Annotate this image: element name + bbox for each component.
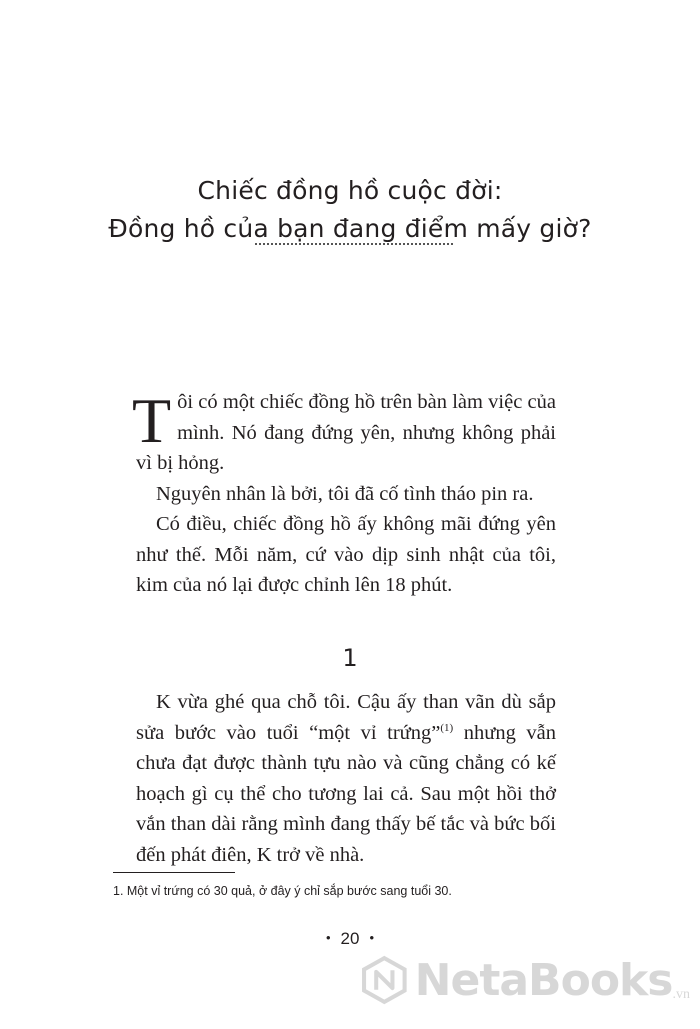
bullet-right: • (369, 930, 375, 945)
bullet-left: • (325, 930, 331, 945)
section-text (136, 687, 556, 870)
footnote-divider (113, 872, 235, 873)
footnote-reference[interactable]: (1) (440, 721, 454, 734)
section-number: 1 (342, 644, 358, 672)
chapter-title-line-1: Chiếc đồng hồ cuộc đời: (197, 176, 503, 205)
watermark (360, 945, 690, 1015)
intro-paragraph-1-text: ôi có một chiếc đồng hồ trên bàn làm việc của mình. Nó đang đứng yên, nhưng không phải vì bị hỏng. (136, 391, 556, 474)
page-number: 20 (340, 929, 360, 948)
intro-paragraph-1 (132, 385, 556, 479)
watermark-suffix: .vn (672, 987, 690, 1002)
section-paragraph-1-after: nhưng vẫn chưa đạt được thành tựu nào và cũng chẳng có kế hoạch gì cụ thể cho tương lai cả. Sau một hồi thở vắn than dài rằng mình đang thấy bế tắc và bức bối đến phát điên, K trở về nhà. (136, 721, 556, 866)
section-paragraph-1 (136, 687, 556, 870)
drop-cap: T (132, 385, 172, 456)
intro-paragraph-2: Nguyên nhân là bởi, tôi đã cố tình tháo pin ra. (156, 482, 534, 505)
intro-paragraph-3: Có điều, chiếc đồng hồ ấy không mãi đứng yên như thế. Mỗi năm, cứ vào dịp sinh nhật của tôi, kim của nó lại được chỉnh lên 18 phút. (136, 513, 556, 596)
intro-text (132, 385, 556, 601)
footnote: 1. Một vỉ trứng có 30 quả, ở đây ý chỉ sắp bước sang tuổi 30. (113, 884, 452, 898)
chapter-title-line-2: Đồng hồ của bạn đang điểm mấy giờ? (108, 214, 592, 243)
section-paragraph-1-before: K vừa ghé qua chỗ tôi. Cậu ấy than vãn dù sắp sửa bước vào tuổi “một vỉ trứng” (136, 691, 556, 744)
watermark-brand: NetaBooks (414, 954, 673, 1006)
title-dotted-rule (255, 243, 453, 245)
chapter-title (0, 172, 700, 248)
netabooks-logo-icon (360, 951, 409, 1009)
